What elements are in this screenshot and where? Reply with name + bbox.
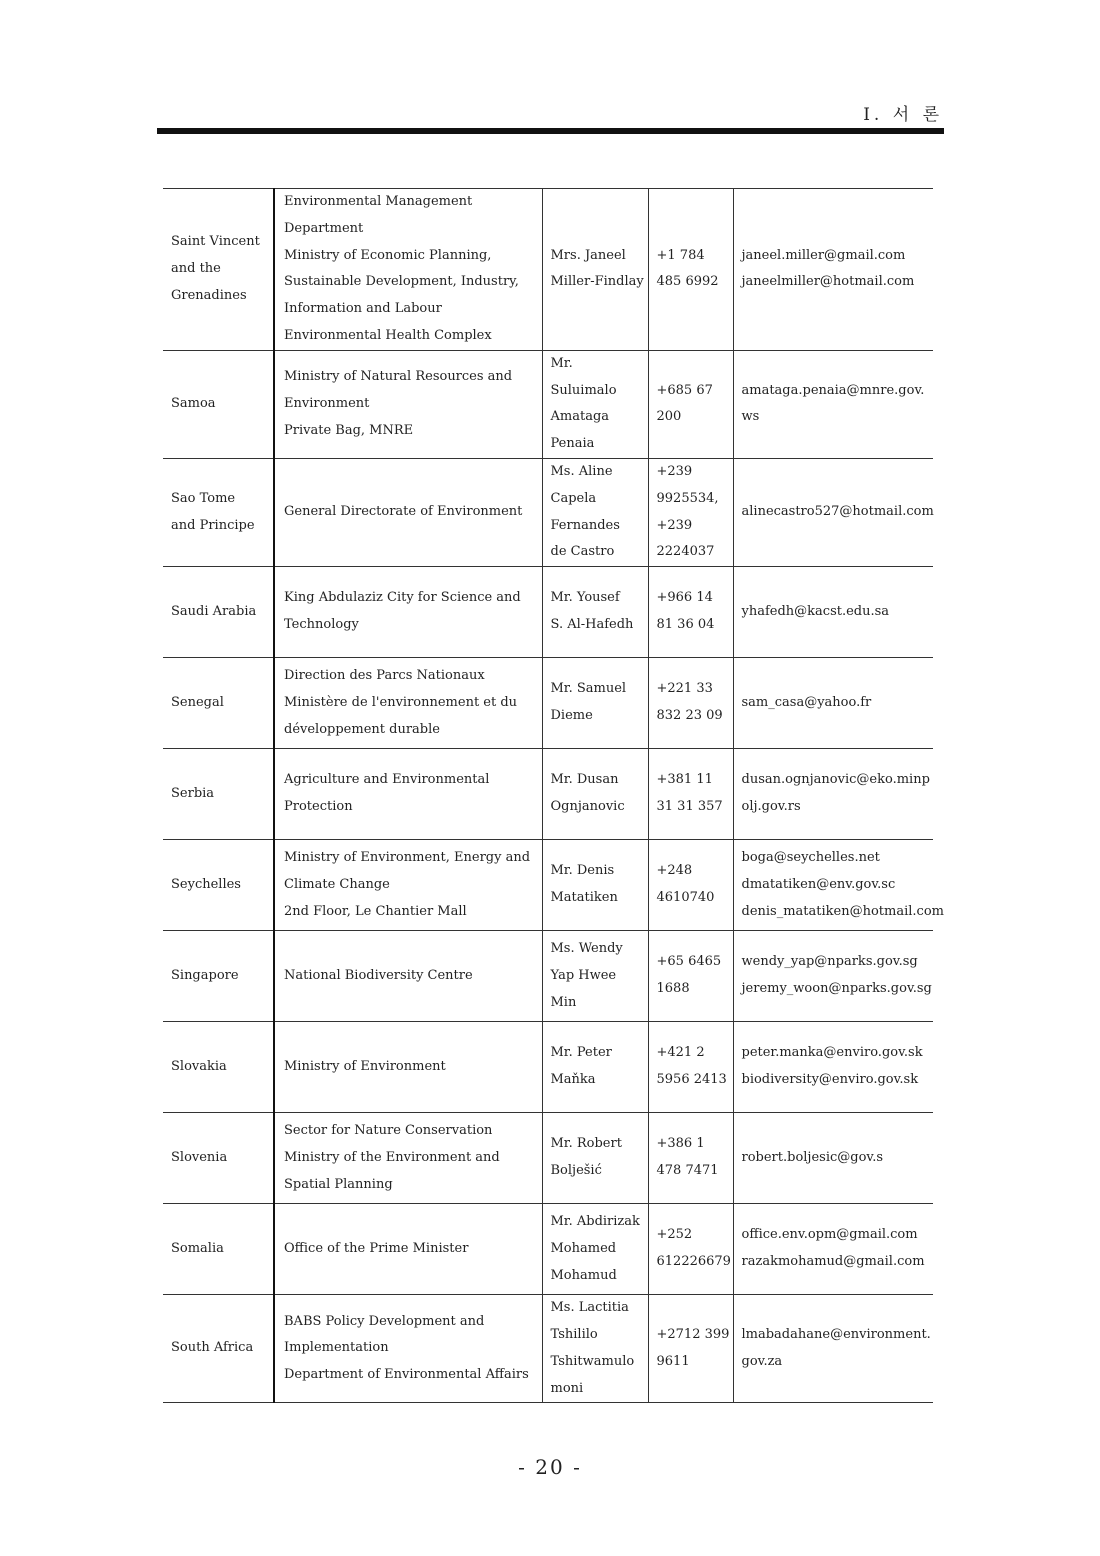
phone-cell	[648, 749, 733, 840]
phone-line: +421 2	[656, 1045, 705, 1061]
organization-line: Climate Change	[284, 876, 390, 892]
organization-line: Implementation	[284, 1340, 389, 1356]
email-cell	[733, 749, 933, 840]
contact-person-line: Mr.	[550, 355, 573, 371]
contact-person-line: Mohamed	[550, 1240, 617, 1256]
organization-line: développement durable	[284, 721, 440, 737]
country-cell	[163, 1204, 274, 1295]
contact-person-line: Ms. Aline	[550, 463, 613, 479]
organization-line: Protection	[284, 799, 353, 815]
phone-line: 9611	[656, 1353, 690, 1369]
organization-line: Ministère de l'environnement et du	[284, 694, 518, 710]
contacts-table-body	[163, 189, 944, 1403]
email-line: boga@seychelles.net	[741, 849, 880, 865]
organization-line: Private Bag, MNRE	[284, 422, 414, 438]
contact-person-cell	[542, 1113, 648, 1204]
organization-cell	[274, 350, 542, 458]
contact-person-cell	[542, 1204, 648, 1295]
organization-line: Ministry of Economic Planning,	[284, 247, 492, 263]
email-line: denis_matatiken@hotmail.com	[741, 903, 944, 919]
phone-line: +966 14	[656, 590, 713, 606]
contact-person-line: Miller-Findlay	[550, 274, 644, 290]
phone-line: +248	[656, 863, 693, 879]
contact-person-line: Mr. Samuel	[550, 681, 627, 697]
email-cell	[733, 458, 933, 566]
email-line: gov.za	[741, 1353, 783, 1369]
contact-person-cell	[542, 931, 648, 1022]
phone-line: +386 1	[656, 1136, 705, 1152]
email-cell	[733, 189, 933, 351]
country-line: Grenadines	[171, 287, 247, 303]
organization-line: Environmental Management	[284, 194, 473, 209]
contact-person-line: Mrs. Janeel	[550, 247, 626, 263]
organization-line: General Directorate of Environment	[284, 504, 523, 520]
contact-person-line: Yap Hwee	[550, 967, 617, 983]
email-cell	[733, 1295, 933, 1403]
organization-line: Ministry of the Environment and	[284, 1149, 500, 1165]
table-row	[163, 1295, 933, 1403]
organization-line: Ministry of Environment, Energy and	[284, 849, 531, 865]
phone-line: +221 33	[656, 681, 713, 697]
running-head: I. 서 론	[863, 105, 943, 125]
phone-line: 1688	[656, 981, 690, 997]
contact-person-line: Fernandes	[550, 517, 620, 533]
contact-person-cell	[542, 567, 648, 658]
email-line: lmabadahane@environment.	[741, 1326, 931, 1342]
email-cell	[733, 1113, 933, 1204]
contact-person-line: Matatiken	[550, 890, 618, 906]
country-line: South Africa	[171, 1340, 254, 1356]
country-line: Seychelles	[171, 876, 241, 892]
phone-line: +239	[656, 517, 693, 533]
organization-cell	[274, 931, 542, 1022]
contact-person-cell	[542, 840, 648, 931]
country-cell	[163, 1022, 274, 1113]
table-row	[163, 840, 933, 931]
country-line: Saint Vincent	[171, 234, 260, 250]
contact-person-line: Amataga	[550, 409, 610, 425]
organization-line: Spatial Planning	[284, 1176, 393, 1192]
country-line: Singapore	[171, 967, 239, 983]
organization-line: King Abdulaziz City for Science and	[284, 590, 521, 606]
country-cell	[163, 567, 274, 658]
table-row	[163, 658, 933, 749]
email-cell	[733, 840, 944, 931]
country-line: and Principe	[171, 517, 255, 533]
contact-person-line: Tshililo	[550, 1326, 598, 1342]
page-number: - 20 -	[518, 1455, 582, 1479]
phone-cell	[648, 1295, 733, 1403]
organization-line: Direction des Parcs Nationaux	[284, 667, 485, 683]
email-line: sam_casa@yahoo.fr	[741, 694, 872, 710]
organization-cell	[274, 749, 542, 840]
email-line: yhafedh@kacst.edu.sa	[741, 603, 890, 619]
contact-person-line: Maňka	[550, 1072, 596, 1088]
contact-person-cell	[542, 1022, 648, 1113]
phone-line: 2224037	[656, 544, 715, 560]
table-row	[163, 1113, 933, 1204]
contact-person-line: Mr. Dusan	[550, 772, 619, 788]
contact-person-cell	[542, 350, 648, 458]
contact-person-line: Mr. Yousef	[550, 590, 620, 606]
email-line: peter.manka@enviro.gov.sk	[741, 1045, 923, 1061]
contact-person-cell	[542, 189, 648, 351]
phone-line: +239	[656, 463, 693, 479]
table-row	[163, 567, 933, 658]
phone-line: 31 31 357	[656, 799, 723, 815]
email-line: olj.gov.rs	[741, 799, 801, 815]
contact-person-line: Ms. Lactitia	[550, 1300, 629, 1316]
email-line: jeremy_woon@nparks.gov.sg	[741, 981, 932, 997]
email-cell	[733, 931, 933, 1022]
organization-line: Environment	[284, 395, 370, 411]
organization-cell	[274, 840, 542, 931]
organization-line: Ministry of Environment	[284, 1058, 446, 1074]
country-cell	[163, 1295, 274, 1403]
country-line: Somalia	[171, 1240, 224, 1256]
organization-line: Ministry of Natural Resources and	[284, 369, 513, 385]
email-cell	[733, 658, 933, 749]
email-line: dmatatiken@env.gov.sc	[741, 876, 896, 892]
phone-line: +685 67	[656, 382, 713, 398]
phone-cell	[648, 1113, 733, 1204]
country-cell	[163, 840, 274, 931]
organization-line: Agriculture and Environmental	[284, 772, 490, 788]
email-line: janeelmiller@hotmail.com	[741, 274, 915, 290]
phone-cell	[648, 458, 733, 566]
table-row	[163, 1022, 933, 1113]
contact-person-line: Mohamud	[550, 1267, 617, 1283]
contact-person-line: Mr. Peter	[550, 1045, 612, 1061]
contact-person-line: Mr. Denis	[550, 863, 615, 879]
organization-line: 2nd Floor, Le Chantier Mall	[284, 903, 467, 919]
country-line: Senegal	[171, 694, 224, 710]
phone-cell	[648, 840, 733, 931]
organization-cell	[274, 567, 542, 658]
phone-line: 832 23 09	[656, 708, 723, 724]
contact-person-line: moni	[550, 1380, 584, 1396]
country-cell	[163, 931, 274, 1022]
phone-line: +2712 399	[656, 1326, 730, 1342]
organization-line: Office of the Prime Minister	[284, 1240, 469, 1256]
phone-line: 9925534,	[656, 490, 719, 506]
contact-person-line: de Castro	[550, 544, 615, 560]
contact-person-line: Tshitwamulo	[550, 1353, 635, 1369]
contact-person-line: Capela	[550, 490, 597, 506]
email-line: janeel.miller@gmail.com	[741, 247, 906, 263]
table-row	[163, 458, 933, 566]
email-cell	[733, 567, 933, 658]
organization-line: Environmental Health Complex	[284, 327, 492, 343]
contact-person-cell	[542, 458, 648, 566]
phone-cell	[648, 567, 733, 658]
country-cell	[163, 189, 274, 351]
organization-cell	[274, 1113, 542, 1204]
organization-cell	[274, 1295, 542, 1403]
contact-person-line: Min	[550, 994, 577, 1010]
contact-person-cell	[542, 1295, 648, 1403]
email-line: biodiversity@enviro.gov.sk	[741, 1072, 919, 1088]
organization-line: Sector for Nature Conservation	[284, 1122, 493, 1138]
organization-line: Technology	[284, 617, 359, 633]
country-line: Slovakia	[171, 1058, 227, 1074]
phone-line: 485 6992	[656, 274, 719, 290]
contacts-table	[163, 188, 944, 1403]
phone-line: +252	[656, 1227, 693, 1243]
country-line: Slovenia	[171, 1149, 228, 1165]
organization-cell	[274, 189, 542, 351]
table-row	[163, 1204, 933, 1295]
country-cell	[163, 350, 274, 458]
email-cell	[733, 1022, 933, 1113]
phone-line: 81 36 04	[656, 617, 715, 633]
contact-person-line: Ms. Wendy	[550, 940, 623, 956]
email-line: office.env.opm@gmail.com	[741, 1227, 918, 1243]
organization-cell	[274, 1022, 542, 1113]
table-row	[163, 350, 933, 458]
email-line: amataga.penaia@mnre.gov.	[741, 382, 925, 398]
contact-person-cell	[542, 749, 648, 840]
table-row	[163, 749, 933, 840]
phone-line: 4610740	[656, 890, 715, 906]
country-cell	[163, 458, 274, 566]
phone-line: 478 7471	[656, 1163, 719, 1179]
table-row	[163, 189, 933, 351]
phone-cell	[648, 931, 733, 1022]
email-cell	[733, 1204, 933, 1295]
organization-cell	[274, 1204, 542, 1295]
phone-line: 612226679	[656, 1254, 731, 1270]
contact-person-line: Ognjanovic	[550, 799, 625, 815]
contact-person-cell	[542, 658, 648, 749]
organization-line: National Biodiversity Centre	[284, 967, 473, 983]
phone-line: +65 6465	[656, 954, 722, 970]
email-line: alinecastro527@hotmail.com	[741, 504, 934, 520]
organization-cell	[274, 458, 542, 566]
phone-line: 5956 2413	[656, 1072, 727, 1088]
contact-person-line: Mr. Abdirizak	[550, 1213, 640, 1229]
email-line: wendy_yap@nparks.gov.sg	[741, 954, 918, 970]
organization-line: Department of Environmental Affairs	[284, 1367, 529, 1383]
phone-line: +1 784	[656, 247, 705, 263]
country-line: and the	[171, 260, 221, 276]
country-line: Saudi Arabia	[171, 603, 257, 619]
header-rule	[157, 128, 944, 134]
phone-cell	[648, 1022, 733, 1113]
organization-cell	[274, 658, 542, 749]
table-row	[163, 931, 933, 1022]
phone-line: +381 11	[656, 772, 713, 788]
country-cell	[163, 1113, 274, 1204]
email-cell	[733, 350, 933, 458]
organization-line: BABS Policy Development and	[284, 1313, 485, 1329]
phone-cell	[648, 189, 733, 351]
contact-person-line: Bolješić	[550, 1163, 602, 1179]
contact-person-line: Penaia	[550, 436, 595, 452]
phone-cell	[648, 658, 733, 749]
organization-line: Department	[284, 220, 364, 236]
phone-cell	[648, 350, 733, 458]
email-line: dusan.ognjanovic@eko.minp	[741, 772, 930, 788]
phone-line: 200	[656, 409, 682, 425]
country-line: Sao Tome	[171, 490, 236, 506]
phone-cell	[648, 1204, 733, 1295]
country-line: Serbia	[171, 785, 215, 801]
contact-person-line: Mr. Robert	[550, 1136, 622, 1152]
country-line: Samoa	[171, 395, 216, 411]
contact-person-line: S. Al-Hafedh	[550, 617, 634, 633]
organization-line: Sustainable Development, Industry,	[284, 274, 519, 290]
country-cell	[163, 658, 274, 749]
contact-person-line: Dieme	[550, 708, 593, 724]
contact-person-line: Suluimalo	[550, 382, 617, 398]
email-line: robert.boljesic@gov.s	[741, 1149, 884, 1165]
organization-line: Information and Labour	[284, 301, 442, 317]
email-line: ws	[741, 409, 760, 425]
country-cell	[163, 749, 274, 840]
email-line: razakmohamud@gmail.com	[741, 1254, 925, 1270]
